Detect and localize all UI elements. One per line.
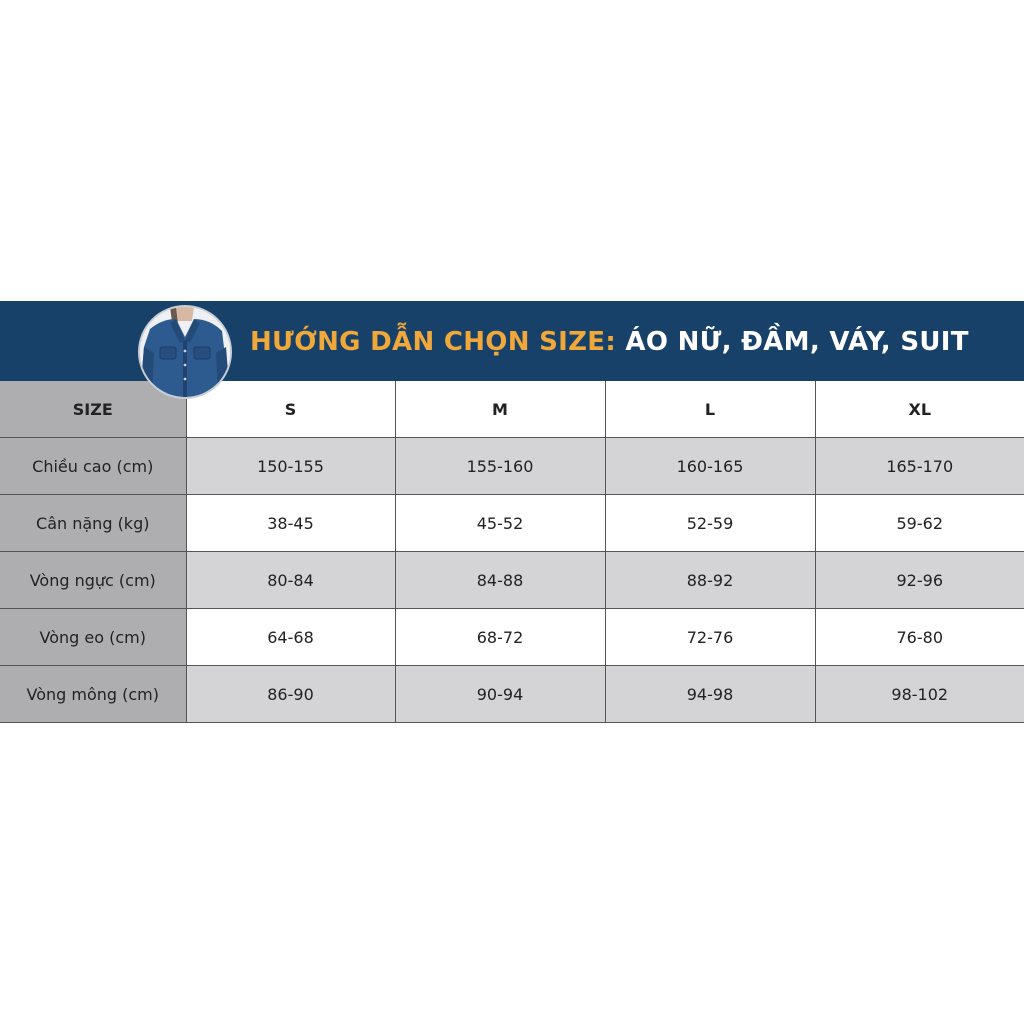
model-photo: [140, 307, 230, 397]
row-label: Chiều cao (cm): [0, 438, 186, 495]
header-s: S: [186, 381, 395, 438]
row-label: Vòng mông (cm): [0, 666, 186, 723]
table-cell: 165-170: [815, 438, 1024, 495]
row-label: Vòng ngực (cm): [0, 552, 186, 609]
table-row: [0, 495, 1024, 552]
table-cell: 150-155: [186, 438, 395, 495]
table-cell: 59-62: [815, 495, 1024, 552]
row-label: Cân nặng (kg): [0, 495, 186, 552]
table-cell: 98-102: [815, 666, 1024, 723]
table-cell: 84-88: [395, 552, 605, 609]
table-cell: 160-165: [605, 438, 815, 495]
table-header-row: [0, 381, 1024, 438]
table-cell: 80-84: [186, 552, 395, 609]
table-cell: 45-52: [395, 495, 605, 552]
title-main-text: ÁO NỮ, ĐẦM, VÁY, SUIT: [625, 327, 969, 357]
table-row: [0, 438, 1024, 495]
table-cell: 38-45: [186, 495, 395, 552]
table-cell: 155-160: [395, 438, 605, 495]
title-accent-text: HƯỚNG DẪN CHỌN SIZE:: [250, 327, 617, 357]
table-cell: 52-59: [605, 495, 815, 552]
header-l: L: [605, 381, 815, 438]
header-xl: XL: [815, 381, 1024, 438]
table-row: [0, 666, 1024, 723]
table-cell: 72-76: [605, 609, 815, 666]
table-row: [0, 552, 1024, 609]
table-row: [0, 609, 1024, 666]
page-title: [250, 301, 969, 381]
table-cell: 64-68: [186, 609, 395, 666]
table-cell: 90-94: [395, 666, 605, 723]
row-label: Vòng eo (cm): [0, 609, 186, 666]
table-cell: 68-72: [395, 609, 605, 666]
denim-shirt-model-image: [140, 307, 230, 397]
header-m: M: [395, 381, 605, 438]
table-cell: 94-98: [605, 666, 815, 723]
table-cell: 76-80: [815, 609, 1024, 666]
table-cell: 88-92: [605, 552, 815, 609]
size-table: [0, 381, 1024, 723]
table-cell: 92-96: [815, 552, 1024, 609]
table-cell: 86-90: [186, 666, 395, 723]
header-size: SIZE: [0, 381, 186, 438]
